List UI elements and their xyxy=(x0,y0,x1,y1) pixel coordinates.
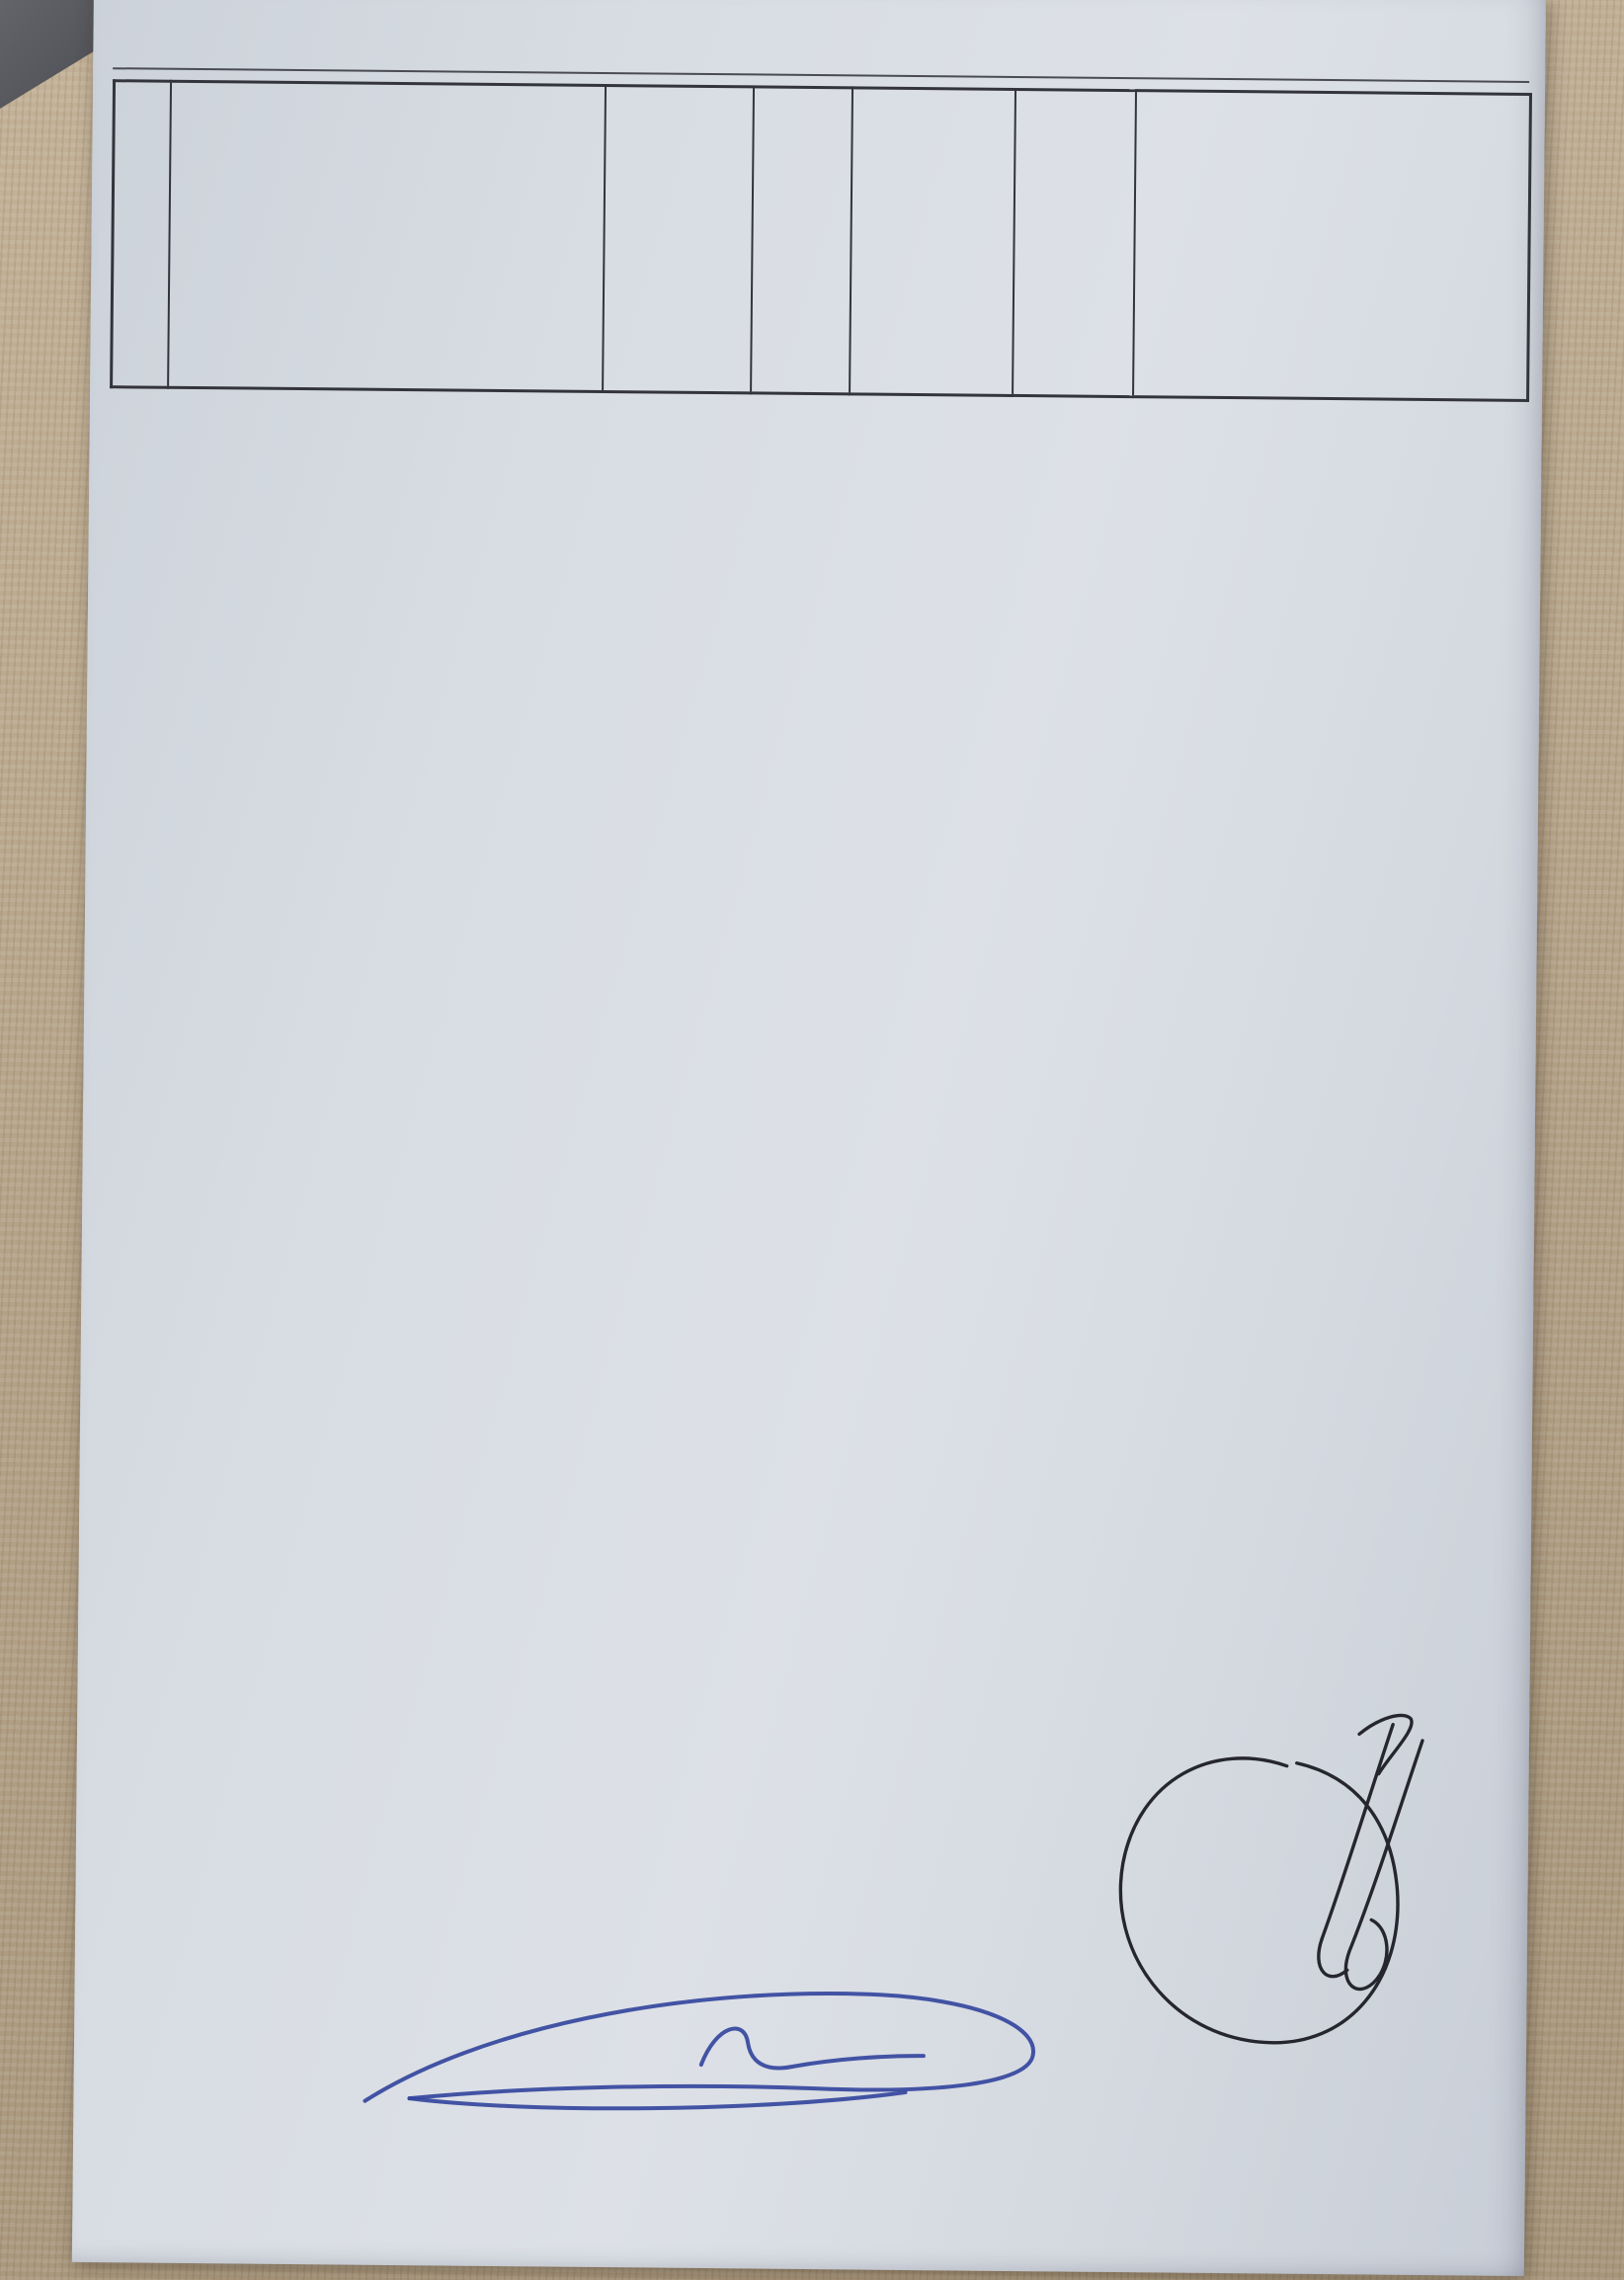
manager-signature xyxy=(350,1968,1112,2172)
document-page xyxy=(72,0,1546,2276)
total-row xyxy=(112,81,1531,401)
planned-funding-label-cell xyxy=(603,85,754,392)
total-actual-amount xyxy=(1013,89,1136,396)
total-planned-amount xyxy=(751,87,853,394)
total-label xyxy=(168,81,606,391)
actual-funding-label-cell xyxy=(850,88,1015,396)
customer-signature xyxy=(1062,1670,1540,2090)
row-number-cell xyxy=(112,81,171,388)
program-measures-table xyxy=(110,79,1532,402)
total-note xyxy=(1133,91,1531,401)
